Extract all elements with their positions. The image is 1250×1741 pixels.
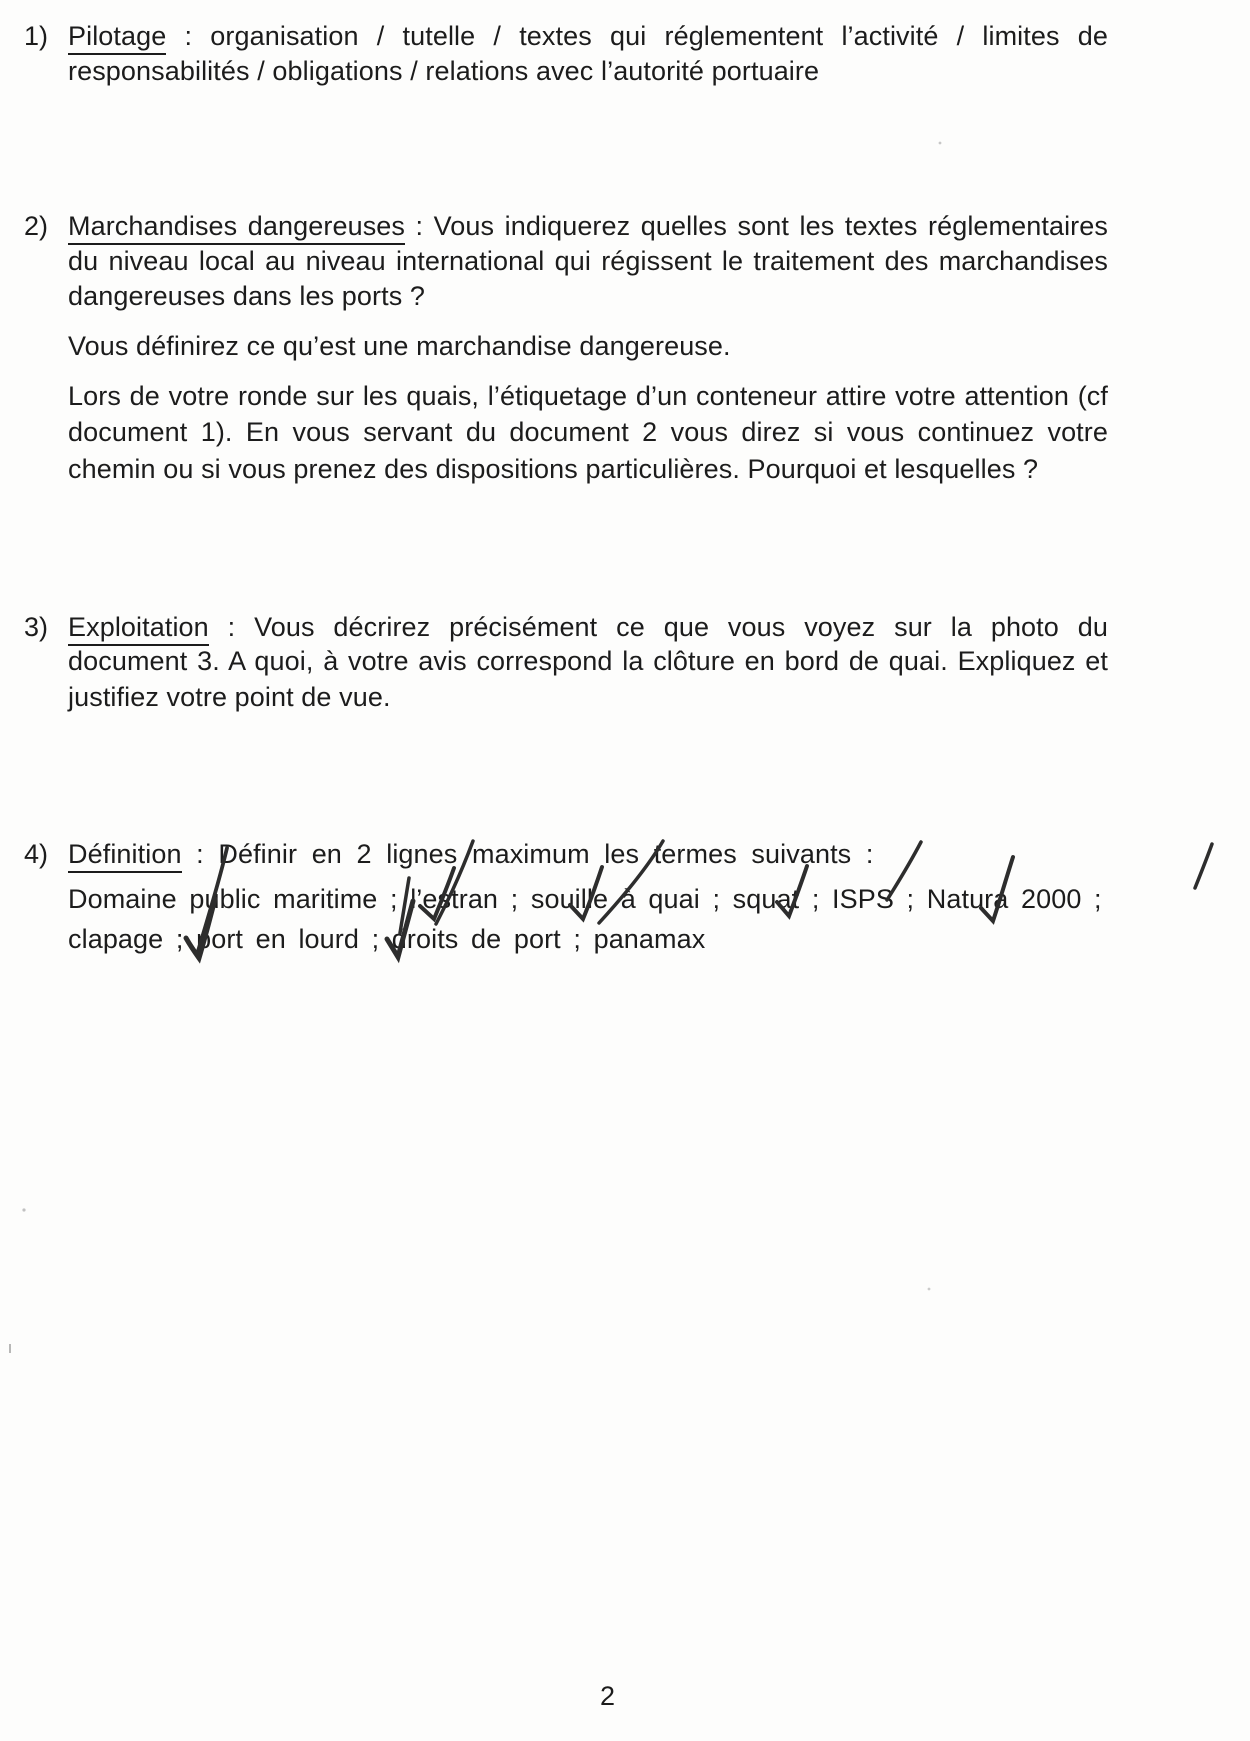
question-1-line-1: [68, 19, 1108, 53]
page-number: 2: [599, 1681, 616, 1711]
question-2-paragraph-2: Vous définirez ce qu’est une marchandise dangereuse.: [68, 331, 731, 361]
question-2-number: 2): [24, 211, 49, 241]
question-4-terms-line-1: Domaine public maritime ; l’estran ; souille à quai ; squat ; ISPS ; Natura 2000 ;: [68, 884, 1102, 914]
question-2-paragraph-3-line-1: Lors de votre ronde sur les quais, l’étiquetage d’un conteneur attire votre attention (cf: [68, 381, 1108, 411]
question-4-line-1-text: : Définir en 2 lignes maximum les termes suivants :: [181, 839, 874, 869]
question-4-terms-line-2: clapage ; port en lourd ; droits de port ; panamax: [68, 924, 706, 954]
question-3-line-1-text: : Vous décrirez précisément ce que vous voyez sur la photo du: [208, 612, 1108, 642]
question-1-number: 1): [24, 21, 49, 51]
question-4-line-1: [68, 837, 1228, 871]
question-2-line-2: du niveau local au niveau international qui régissent le traitement des marchandises: [68, 246, 1108, 276]
question-1-line-2: responsabilités / obligations / relations avec l’autorité portuaire: [68, 56, 820, 86]
question-4-title: Définition: [68, 839, 182, 873]
question-3-line-1: [68, 610, 1108, 644]
question-2-line-1: [68, 209, 1108, 243]
question-2-paragraph-3-line-3: chemin ou si vous prenez des dispositions particulières. Pourquoi et lesquelles ?: [68, 454, 1039, 484]
question-1-line-1-text: : organisation / tutelle / textes qui réglementent l’activité / limites de: [166, 21, 1108, 51]
question-2-line-1-text: : Vous indiquerez quelles sont les textes réglementaires: [405, 211, 1108, 241]
question-3-line-2: document 3. A quoi, à votre avis correspond la clôture en bord de quai. Expliquez et: [68, 646, 1108, 676]
question-3-line-3: justifiez votre point de vue.: [68, 682, 391, 712]
scan-specks: [9, 142, 941, 1353]
question-3-title: Exploitation: [68, 612, 209, 646]
question-3-number: 3): [24, 612, 49, 642]
question-2-title: Marchandises dangereuses: [68, 211, 405, 245]
question-4-number: 4): [24, 839, 49, 869]
question-2-line-3: dangereuses dans les ports ?: [68, 281, 426, 311]
question-2-paragraph-3-line-2: document 1). En vous servant du document 2 vous direz si vous continuez votre: [68, 417, 1108, 447]
question-1-title: Pilotage: [68, 21, 166, 55]
